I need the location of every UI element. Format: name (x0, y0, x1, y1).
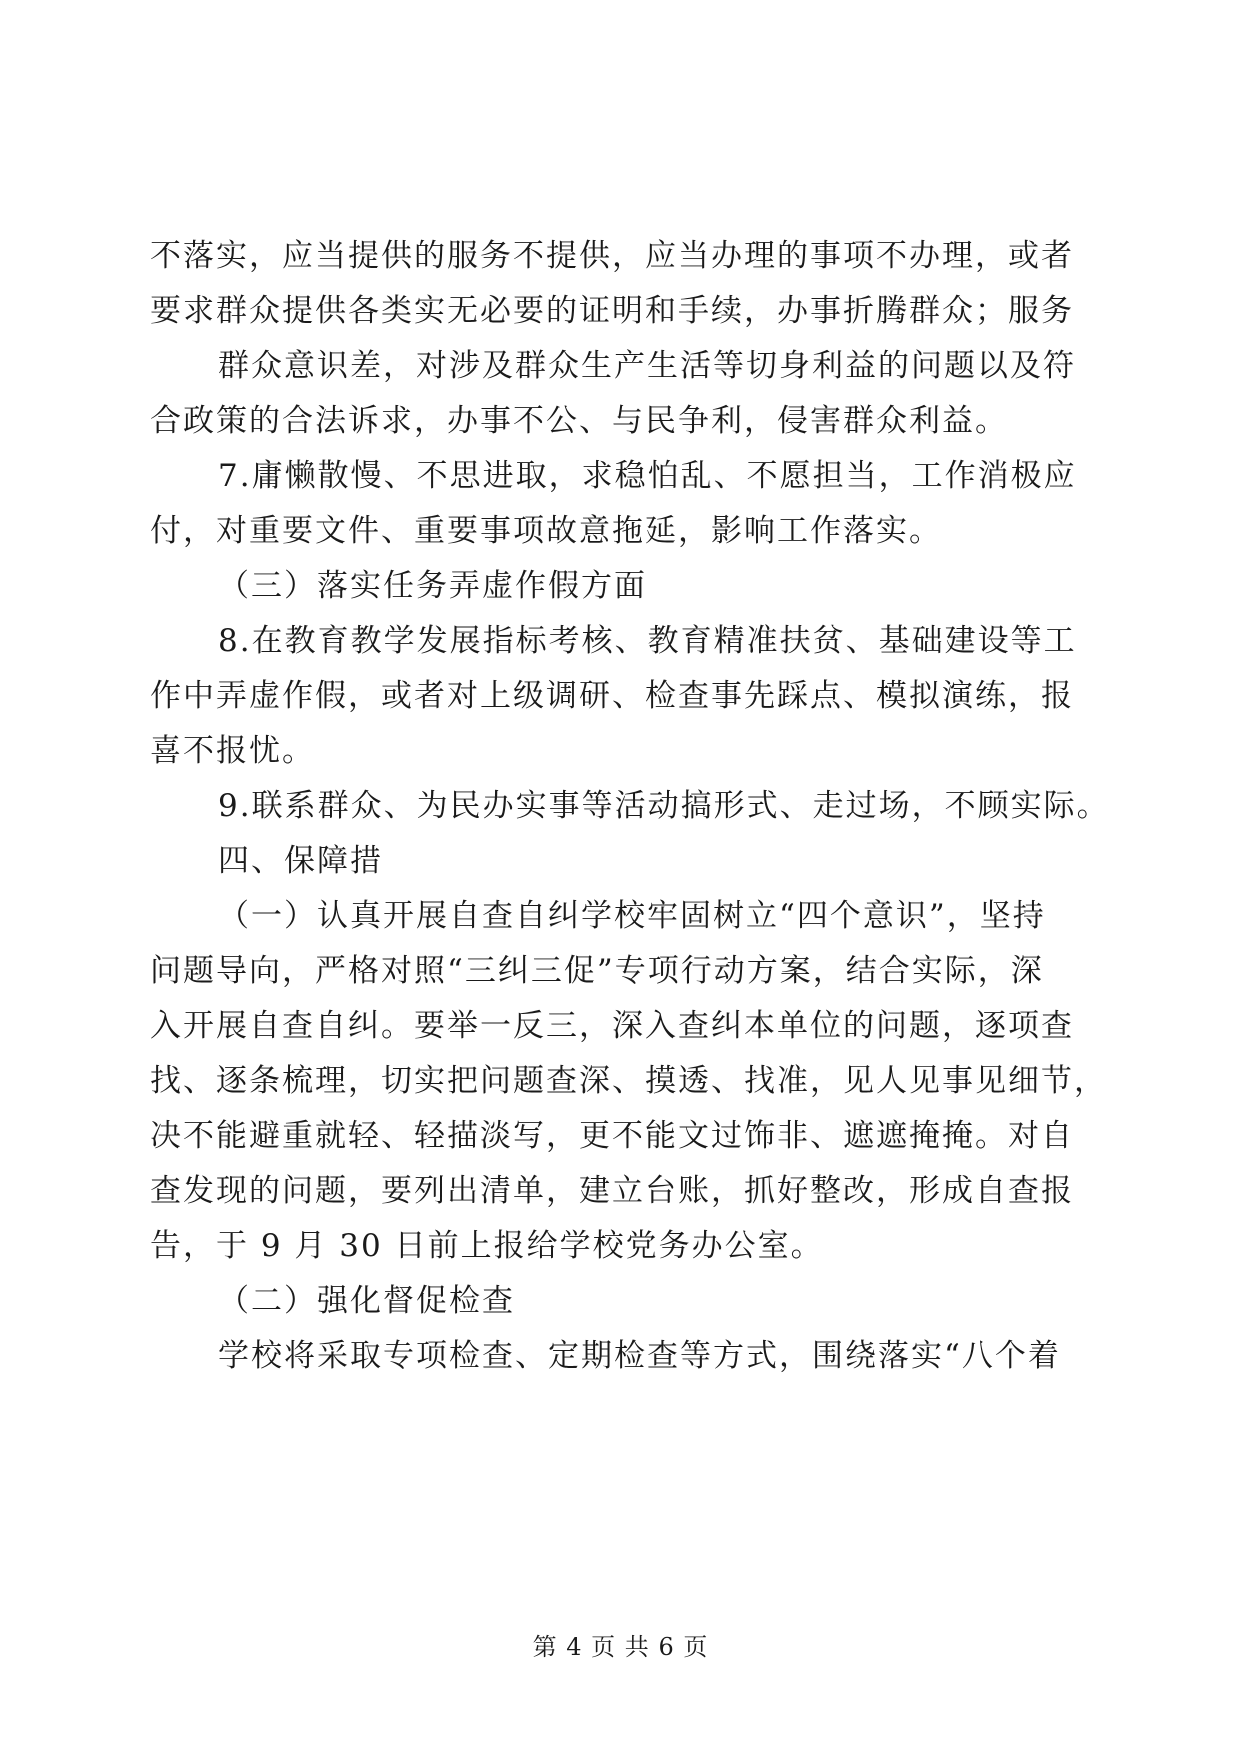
paragraph-line: 7.庸懒散慢、不思进取，求稳怕乱、不愿担当，工作消极应 (218, 458, 1077, 494)
paragraph-line: 不落实，应当提供的服务不提供，应当办理的事项不办理，或者 (150, 238, 1074, 274)
paragraph-line: 学校将采取专项检查、定期检查等方式，围绕落实“八个着 (218, 1338, 1061, 1374)
paragraph-line: 告，于 9 月 30 日前上报给学校党务办公室。 (150, 1228, 824, 1264)
paragraph-line: （一）认真开展自查自纠学校牢固树立“四个意识”，坚持 (218, 898, 1046, 934)
paragraph-line: 合政策的合法诉求，办事不公、与民争利，侵害群众利益。 (150, 403, 1008, 439)
section-heading: （二）强化督促检查 (218, 1283, 515, 1319)
paragraph-line: 群众意识差，对涉及群众生产生活等切身利益的问题以及符 (218, 348, 1076, 384)
paragraph-line: 作中弄虚作假，或者对上级调研、检查事先踩点、模拟演练，报 (150, 678, 1074, 714)
paragraph-line: 8.在教育教学发展指标考核、教育精准扶贫、基础建设等工 (218, 623, 1077, 659)
paragraph-line: 喜不报忧。 (150, 733, 315, 769)
paragraph-line: 查发现的问题，要列出清单，建立台账，抓好整改，形成自查报 (150, 1173, 1074, 1209)
paragraph-line: 入开展自查自纠。要举一反三，深入查纠本单位的问题，逐项查 (150, 1008, 1074, 1044)
paragraph-line: 找、逐条梳理，切实把问题查深、摸透、找准，见人见事见细节， (150, 1063, 1107, 1099)
paragraph-line: 决不能避重就轻、轻描淡写，更不能文过饰非、遮遮掩掩。对自 (150, 1118, 1074, 1154)
page-number-footer: 第 4 页 共 6 页 (532, 1633, 709, 1661)
paragraph-line: 要求群众提供各类实无必要的证明和手续，办事折腾群众；服务 (150, 293, 1074, 329)
paragraph-line: 问题导向，严格对照“三纠三促”专项行动方案，结合实际，深 (150, 953, 1044, 989)
paragraph-line: 9.联系群众、为民办实事等活动搞形式、走过场，不顾实际。 (218, 788, 1110, 824)
section-heading: 四、保障措 (218, 843, 383, 879)
paragraph-line: 付，对重要文件、重要事项故意拖延，影响工作落实。 (150, 513, 942, 549)
section-heading: （三）落实任务弄虚作假方面 (218, 568, 647, 604)
